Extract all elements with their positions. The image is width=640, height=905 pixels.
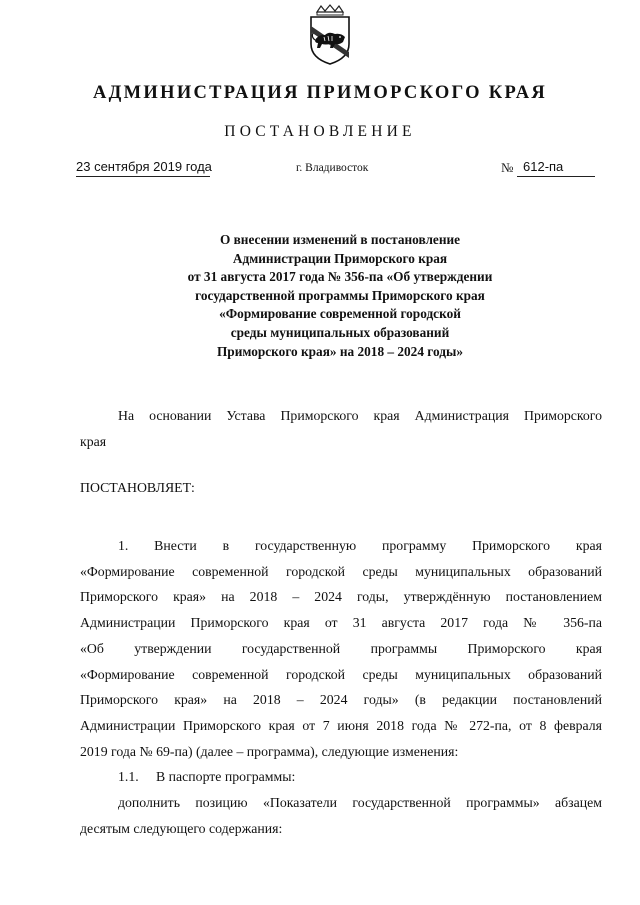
- subject-line: «Формирование современной городской: [219, 306, 461, 322]
- subject-line: Приморского края» на 2018 – 2024 годы»: [216, 343, 464, 359]
- item-1-paragraph: [80, 533, 602, 841]
- date-underline: [76, 176, 210, 177]
- paragraph-line: «Формирование современной городской среды муниципальных образований: [80, 666, 602, 682]
- item-1-1-line: [80, 764, 602, 790]
- paragraph-line: Администрации Приморского края от 31 августа 2017 года № 356-па: [80, 615, 602, 631]
- number-underline: [517, 176, 595, 177]
- decree-word: ПОСТАНОВЛЯЕТ:: [80, 480, 195, 495]
- paragraph-line: Администрации Приморского края от 7 июня 2018 года № 272-па, от 8 февраля: [80, 717, 602, 733]
- paragraph-line: «Об утверждении государственной программы Приморского края: [80, 640, 602, 656]
- organization-title: АДМИНИСТРАЦИЯ ПРИМОРСКОГО КРАЯ: [92, 83, 548, 103]
- subject-line: от 31 августа 2017 года № 356-па «Об утверждении: [187, 269, 493, 285]
- document-number: 612-па: [523, 159, 564, 174]
- subject-line: государственной программы Приморского края: [195, 287, 485, 303]
- basis-paragraph: [80, 403, 602, 455]
- paragraph-line: «Формирование современной городской среды муниципальных образований: [80, 563, 602, 579]
- paragraph-line: 1. Внести в государственную программу Приморского края: [118, 538, 602, 553]
- basis-line: края: [80, 434, 107, 449]
- document-subject: [140, 231, 540, 361]
- amendment-line: дополнить позицию «Показатели государственной программы» абзацем: [118, 795, 602, 811]
- tiger-shield-icon: [305, 4, 355, 66]
- number-sign: №: [501, 160, 514, 175]
- paragraph-line: 2019 года № 69-па) (далее – программа), следующие изменения:: [80, 743, 459, 759]
- subject-line: среды муниципальных образований: [230, 324, 450, 340]
- item-number: 1.1.: [118, 769, 139, 785]
- amendment-line: десятым следующего содержания:: [80, 820, 283, 836]
- coat-of-arms-emblem: [305, 4, 355, 66]
- paragraph-line: Приморского края» на 2018 – 2024 годы» (в редакции постановлений: [80, 692, 602, 708]
- document-meta-row: [0, 159, 640, 183]
- subject-line: Администрации Приморского края: [232, 250, 448, 266]
- document-type: ПОСТАНОВЛЕНИЕ: [224, 123, 416, 140]
- subject-line: О внесении изменений в постановление: [219, 232, 461, 247]
- basis-line: На основании Устава Приморского края Администрация Приморского: [118, 408, 602, 423]
- document-city: г. Владивосток: [296, 162, 369, 174]
- item-text: В паспорте программы:: [156, 769, 296, 785]
- document-date: 23 сентября 2019 года: [76, 159, 212, 174]
- paragraph-line: Приморского края» на 2018 – 2024 годы, утверждённую постановлением: [80, 589, 602, 605]
